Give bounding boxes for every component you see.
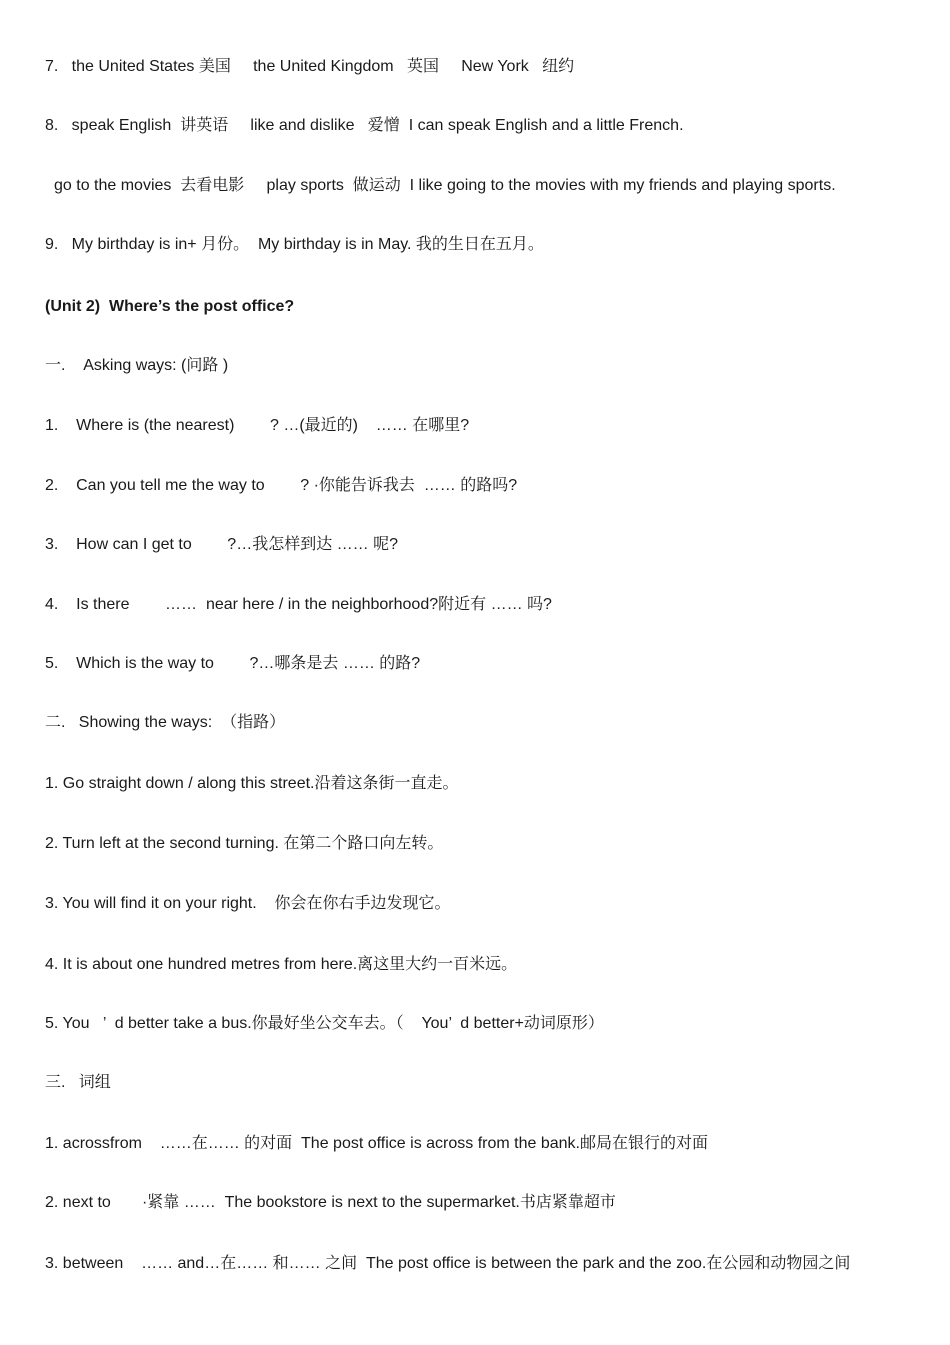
unit-heading: (Unit 2) Where’s the post office? xyxy=(45,298,295,315)
showing-item-4: 4. It is about one hundred metres from here.离这里大约一百米远。 xyxy=(45,956,518,973)
section-heading-asking-ways: 一. Asking ways: (问路 ) xyxy=(45,357,229,374)
text-line-item-7: 7. the United States 美国 the United Kingdom 英国 New York 纽约 xyxy=(45,58,575,75)
showing-item-3: 3. You will find it on your right. 你会在你右手边发现它。 xyxy=(45,895,451,912)
showing-item-2: 2. Turn left at the second turning. 在第二个路口向左转。 xyxy=(45,835,444,852)
text-line-item-8-cont: go to the movies 去看电影 play sports 做运动 I like going to the movies with my friends and playing sports. xyxy=(54,177,836,194)
asking-item-2: 2. Can you tell me the way to ? ·你能告诉我去 …… 的路吗? xyxy=(45,477,518,494)
showing-item-1: 1. Go straight down / along this street.沿着这条街一直走。 xyxy=(45,775,459,792)
phrase-item-1: 1. acrossfrom ……在…… 的对面 The post office is across from the bank.邮局在银行的对面 xyxy=(45,1135,708,1152)
asking-item-4: 4. Is there …… near here / in the neighborhood?附近有 …… 吗? xyxy=(45,596,552,613)
phrase-item-3: 3. between …… and…在…… 和…… 之间 The post office is between the park and the zoo.在公园和动物园之间 xyxy=(45,1255,851,1272)
text-line-item-9: 9. My birthday is in+ 月份。 My birthday is in May. 我的生日在五月。 xyxy=(45,236,544,253)
section-heading-phrases: 三. 词组 xyxy=(45,1074,111,1091)
asking-item-1: 1. Where is (the nearest) ? …(最近的) …… 在哪里? xyxy=(45,417,470,434)
asking-item-3: 3. How can I get to ?…我怎样到达 …… 呢? xyxy=(45,536,398,553)
showing-item-5: 5. You ’ d better take a bus.你最好坐公交车去。（ You’ d better+动词原形） xyxy=(45,1015,604,1032)
asking-item-5: 5. Which is the way to ?…哪条是去 …… 的路? xyxy=(45,655,421,672)
text-line-item-8: 8. speak English 讲英语 like and dislike 爱憎 I can speak English and a little French. xyxy=(45,117,684,134)
phrase-item-2: 2. next to ·紧靠 …… The bookstore is next to the supermarket.书店紧靠超市 xyxy=(45,1194,616,1211)
section-heading-showing-ways: 二. Showing the ways: （指路） xyxy=(45,714,286,731)
